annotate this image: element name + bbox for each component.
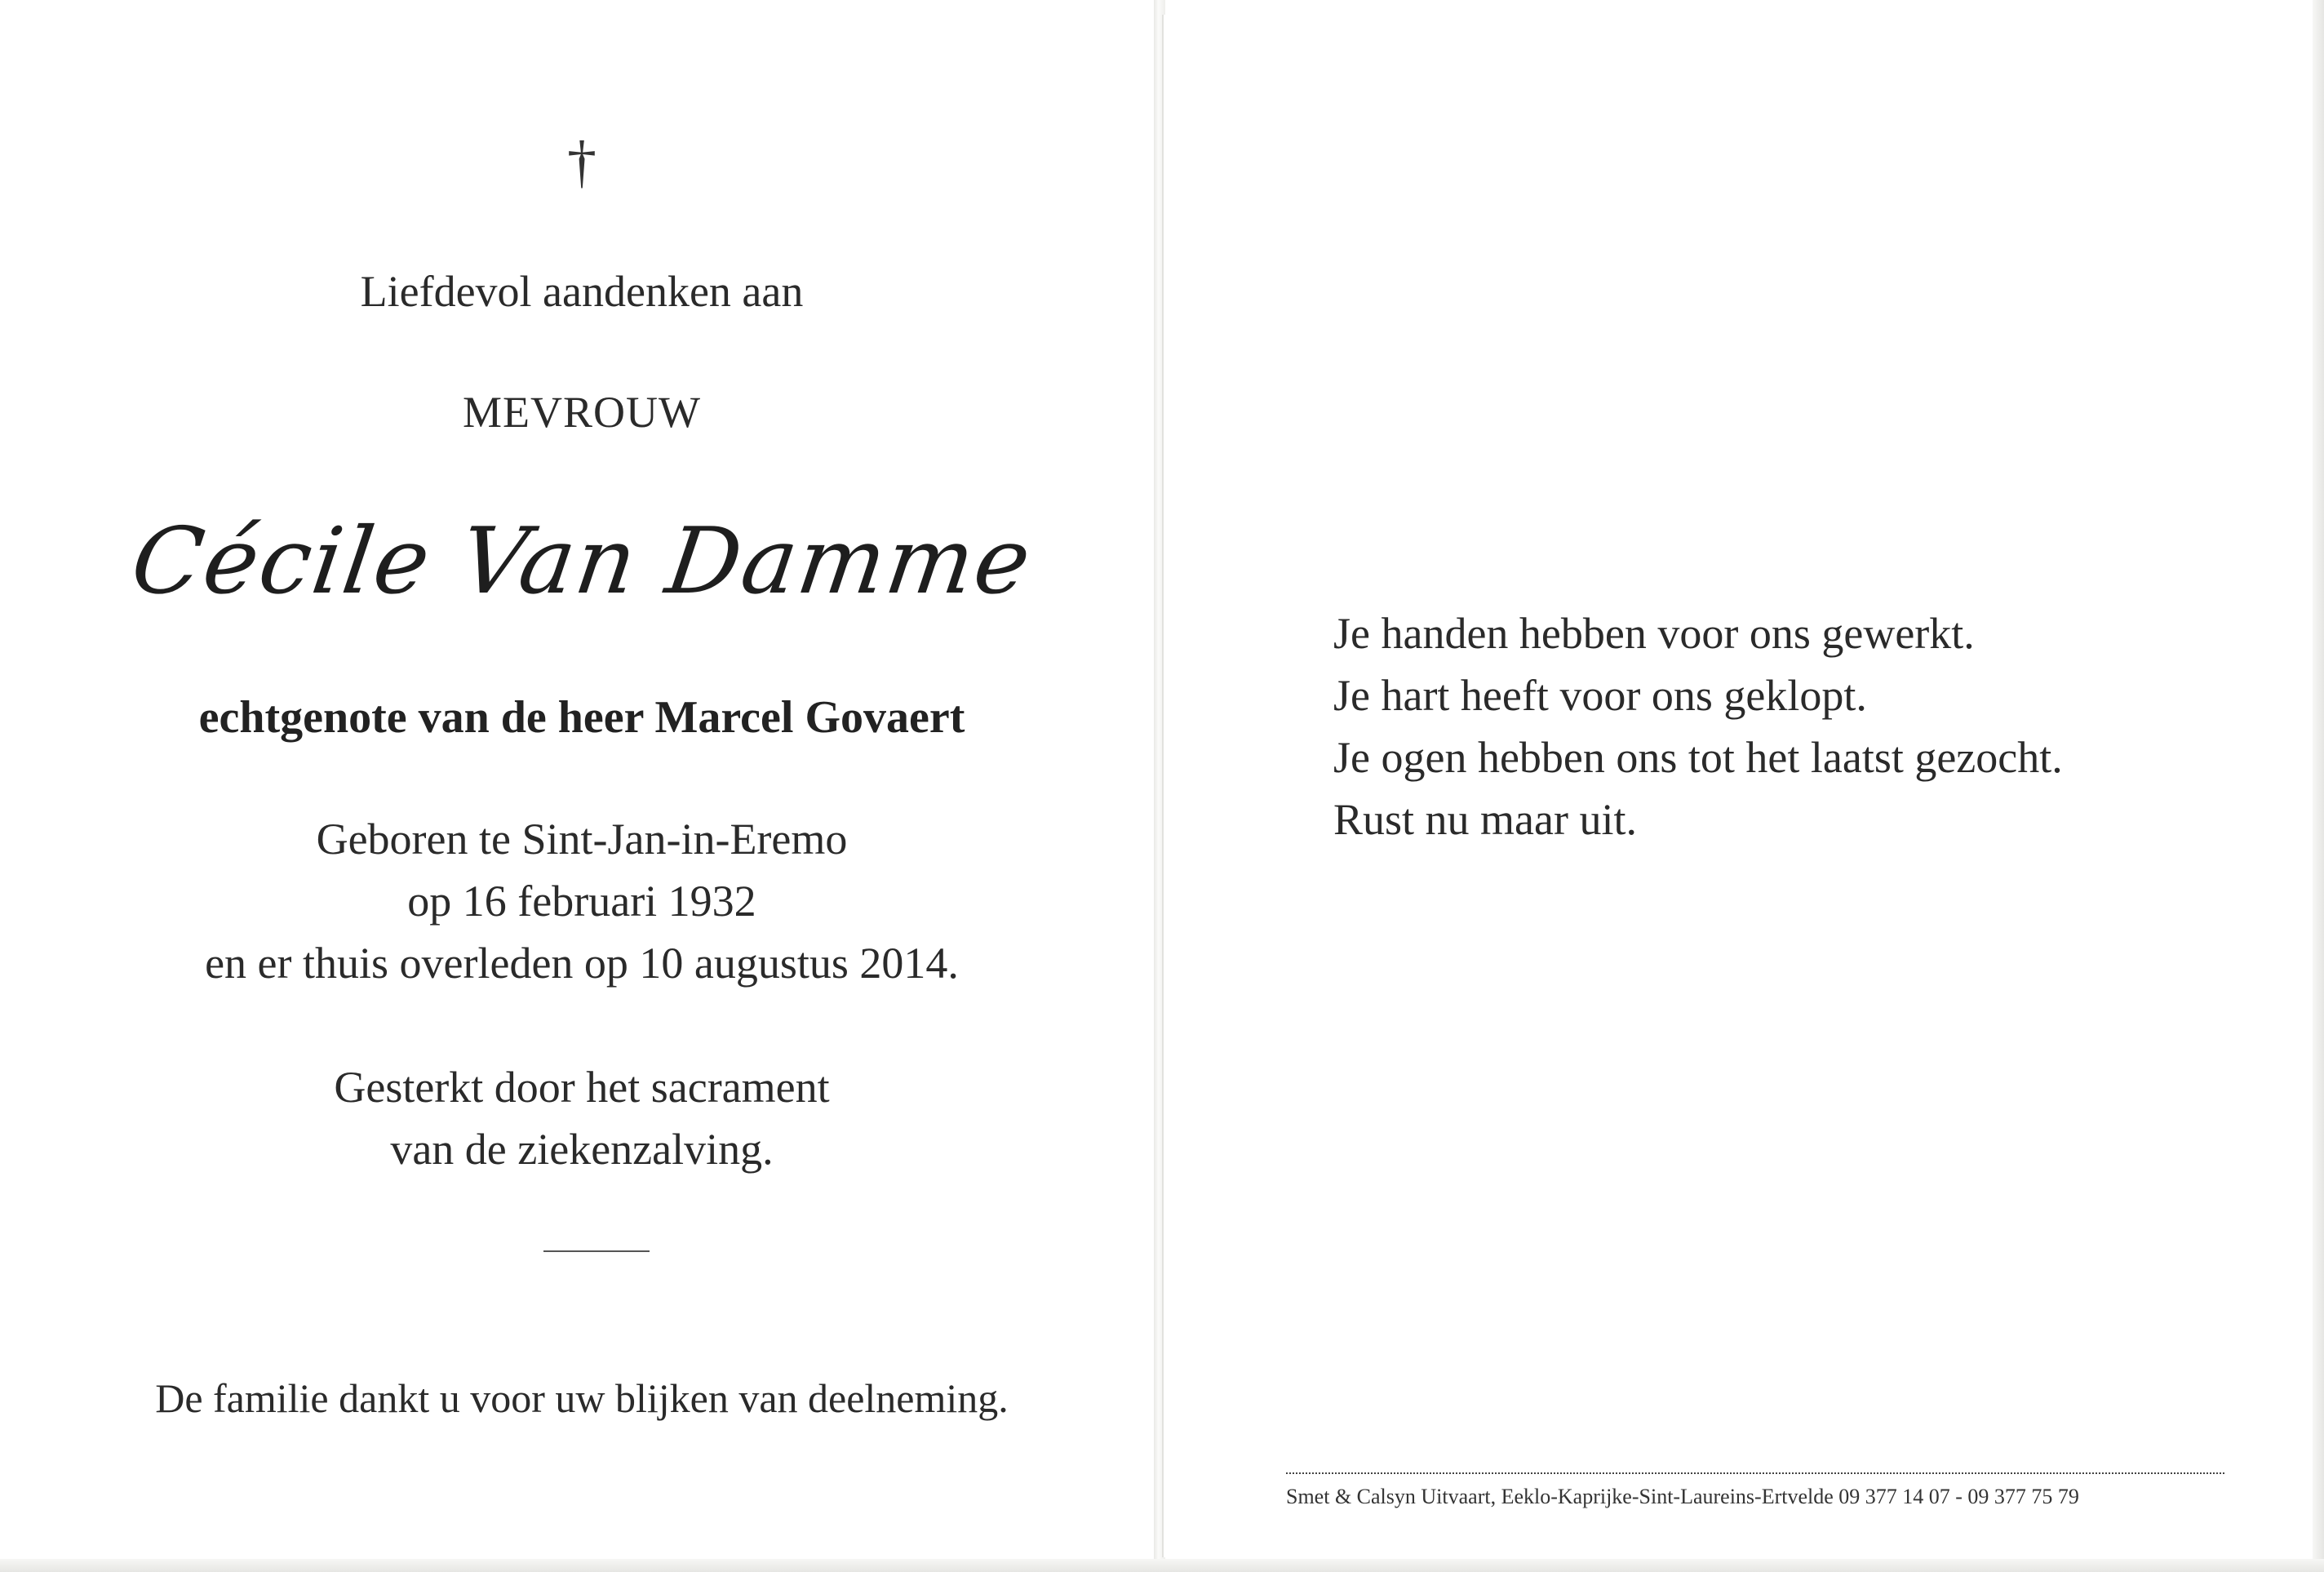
footer-divider — [1286, 1472, 2224, 1474]
death-line: en er thuis overleden op 10 augustus 2014. — [205, 939, 959, 988]
poem-line: Je handen hebben voor ons gewerkt. — [1333, 609, 1975, 658]
birth-date-line: op 16 februari 1932 — [407, 877, 756, 926]
cross-icon: † — [567, 129, 597, 194]
deceased-name: Cécile Van Damme — [125, 508, 1039, 615]
sacrament-line: van de ziekenzalving. — [390, 1125, 774, 1174]
poem-line: Rust nu maar uit. — [1333, 795, 1637, 844]
sacrament-block — [7, 1056, 1157, 1180]
right-page — [1162, 15, 2314, 1557]
birth-death-block — [7, 808, 1157, 994]
honorific-title: MEVROUW — [463, 388, 701, 437]
poem-line: Je hart heeft voor ons geklopt. — [1333, 671, 1867, 720]
paper-edge-bottom — [0, 1559, 2324, 1572]
divider — [543, 1250, 650, 1252]
intro-text: Liefdevol aandenken aan — [360, 267, 804, 316]
paper-edge-right — [2313, 0, 2324, 1572]
spouse-line: echtgenote van de heer Marcel Govaert — [198, 692, 965, 743]
sacrament-line: Gesterkt door het sacrament — [334, 1063, 830, 1112]
funeral-home-footer: Smet & Calsyn Uitvaart, Eeklo-Kaprijke-Sint-Laureins-Ertvelde 09 377 14 07 - 09 377 75 79 — [1286, 1485, 2079, 1508]
poem — [1333, 602, 2272, 850]
birth-line: Geboren te Sint-Jan-in-Eremo — [316, 815, 848, 864]
left-page — [7, 15, 1159, 1557]
thanks-text: De familie dankt u voor uw blijken van deelneming. — [155, 1375, 1009, 1421]
poem-line: Je ogen hebben ons tot het laatst gezocht. — [1333, 733, 2063, 782]
